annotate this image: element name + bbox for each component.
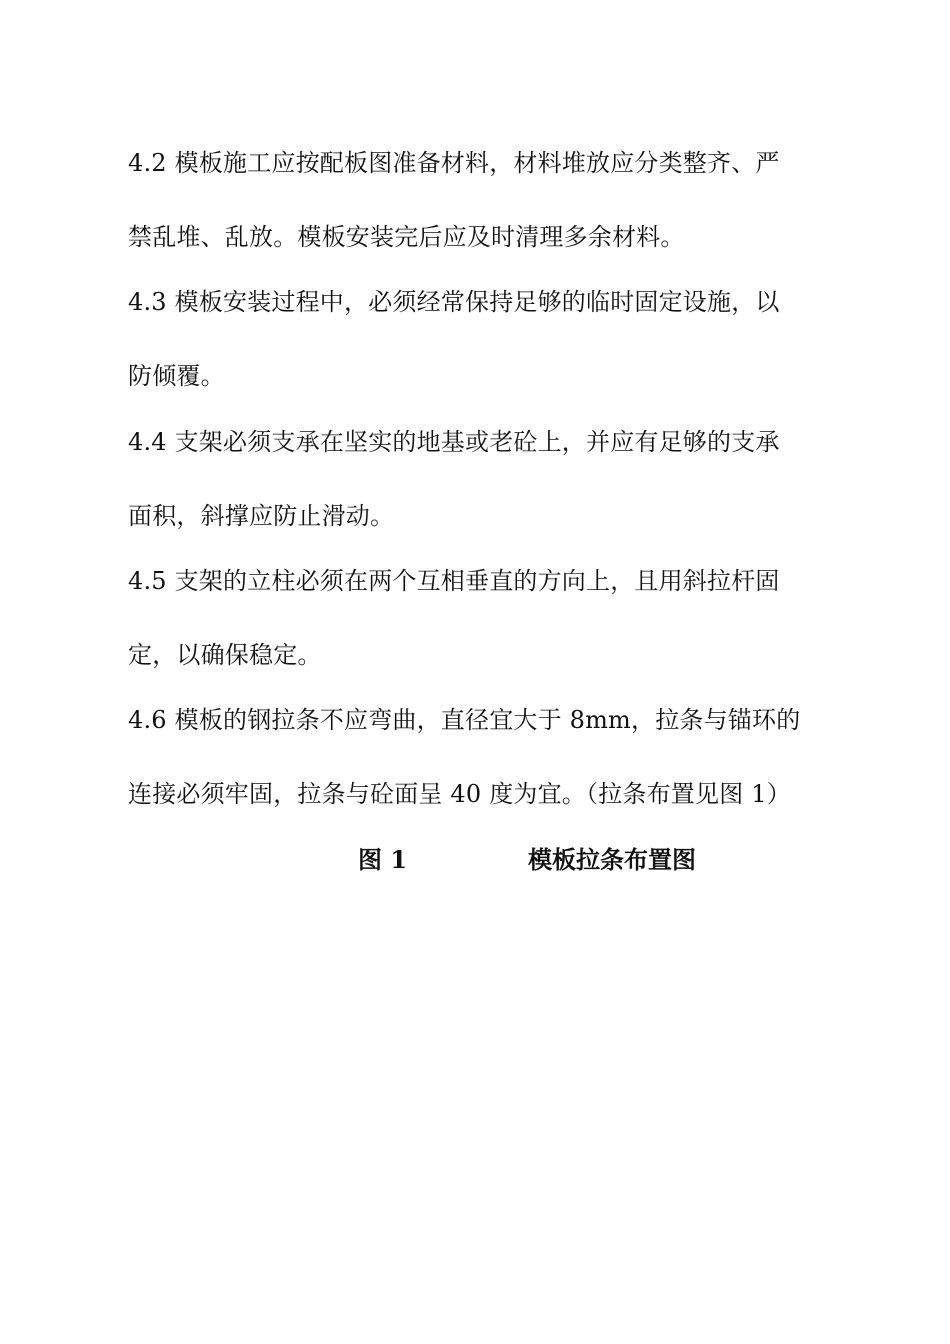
body-text-line: 4.4 支架必须支承在坚实的地基或老砼上，并应有足够的支承 — [128, 428, 780, 456]
body-text-line: 4.5 支架的立柱必须在两个互相垂直的方向上，且用斜拉杆固 — [128, 567, 780, 595]
figure-caption-title: 模板拉条布置图 — [528, 845, 696, 874]
body-text-line: 4.3 模板安装过程中，必须经常保持足够的临时固定设施，以 — [128, 288, 780, 316]
body-text-line: 防倾覆。 — [128, 362, 225, 390]
body-text-line: 4.6 模板的钢拉条不应弯曲，直径宜大于 8mm，拉条与锚环的 — [128, 706, 801, 734]
body-text-line: 面积，斜撑应防止滑动。 — [128, 502, 395, 530]
body-text-line: 禁乱堆、乱放。模板安装完后应及时清理多余材料。 — [128, 223, 685, 251]
body-text-line: 定，以确保稳定。 — [128, 641, 322, 669]
body-text-line: 4.2 模板施工应按配板图准备材料，材料堆放应分类整齐、严 — [128, 149, 780, 177]
body-text-line: 连接必须牢固，拉条与砼面呈 40 度为宜。（拉条布置见图 1） — [128, 780, 791, 808]
figure-caption-number: 图 1 — [358, 845, 408, 874]
